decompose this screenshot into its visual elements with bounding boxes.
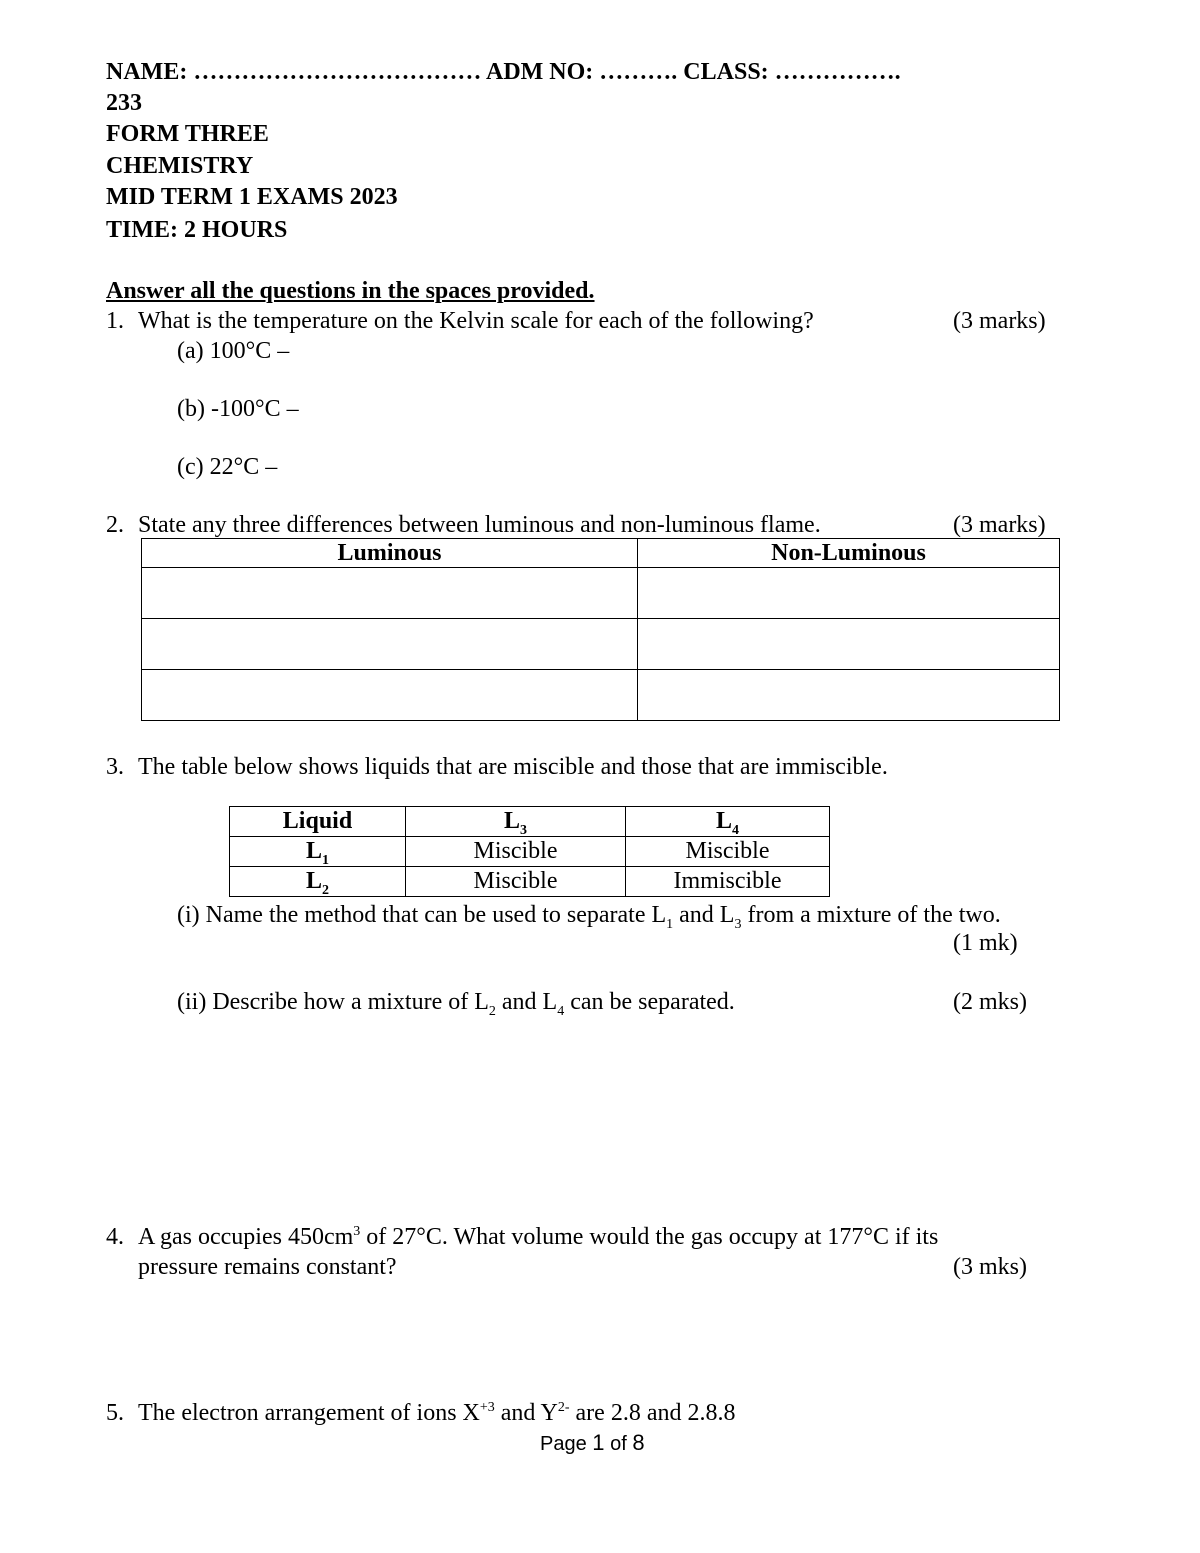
q1-text: What is the temperature on the Kelvin scale for each of the following? xyxy=(138,308,814,334)
cell-l2-l3: Miscible xyxy=(406,867,626,897)
name-adm-class-line: NAME: ……………………………… ADM NO: ………. CLASS: ……………. xyxy=(106,59,901,85)
subject-title: CHEMISTRY xyxy=(106,153,254,179)
answer-cell[interactable] xyxy=(638,619,1060,670)
q3-part-i: (i) Name the method that can be used to separate $L_1$ and $L_3$ from a mixture of the two. xyxy=(177,902,1001,932)
table-row xyxy=(142,670,1060,721)
q5-number: 5. xyxy=(106,1400,124,1426)
q1-number: 1. xyxy=(106,308,124,334)
miscibility-table xyxy=(229,806,830,897)
q3-part-i-marks: (1 mk) xyxy=(953,930,1018,956)
q1-part-a: (a) 100°C – xyxy=(177,338,290,364)
q1-part-c: (c) 22°C – xyxy=(177,454,278,480)
time-allowed: TIME: 2 HOURS xyxy=(106,217,288,243)
q1-marks: (3 marks) xyxy=(953,308,1046,334)
header-liquid: Liquid xyxy=(230,807,406,837)
answer-cell[interactable] xyxy=(638,568,1060,619)
answer-cell[interactable] xyxy=(142,670,638,721)
answer-cell[interactable] xyxy=(638,670,1060,721)
q2-text: State any three differences between luminous and non-luminous flame. xyxy=(138,512,821,538)
answer-cell[interactable] xyxy=(142,619,638,670)
header-l4: $L_4$ xyxy=(626,807,830,837)
q4-marks: (3 mks) xyxy=(953,1254,1027,1280)
paper-code: 233 xyxy=(106,90,142,116)
cell-l2-l4: Immiscible xyxy=(626,867,830,897)
page-footer: Page 1 of 8 xyxy=(540,1430,645,1455)
q1-part-b: (b) -100°C – xyxy=(177,396,299,422)
table-row xyxy=(230,867,830,897)
instructions: Answer all the questions in the spaces provided. xyxy=(106,278,595,304)
answer-cell[interactable] xyxy=(142,568,638,619)
q3-part-ii-marks: (2 mks) xyxy=(953,989,1027,1015)
table-row xyxy=(142,619,1060,670)
q3-text: The table below shows liquids that are miscible and those that are immiscible. xyxy=(138,754,888,780)
flame-differences-table xyxy=(141,538,1060,721)
table-row xyxy=(230,837,830,867)
q3-part-ii: (ii) Describe how a mixture of $L_2$ and $L_4$ can be separated. xyxy=(177,989,735,1019)
form-title: FORM THREE xyxy=(106,121,269,147)
row-label-l2: $L_2$ xyxy=(230,867,406,897)
q3-number: 3. xyxy=(106,754,124,780)
q2-number: 2. xyxy=(106,512,124,538)
header-non-luminous: Non-Luminous xyxy=(638,539,1060,568)
q5-text: The electron arrangement of ions $X^{+3}$ and $Y^{2-}$ are 2.8 and 2.8.8 xyxy=(138,1400,736,1426)
q4-number: 4. xyxy=(106,1224,124,1250)
exam-title: MID TERM 1 EXAMS 2023 xyxy=(106,184,398,210)
header-l3: $L_3$ xyxy=(406,807,626,837)
q4-text-line2: pressure remains constant? xyxy=(138,1254,397,1280)
q4-text: A gas occupies $450cm^3$ of 27°C. What volume would the gas occupy at 177°C if its xyxy=(138,1224,939,1250)
cell-l1-l3: Miscible xyxy=(406,837,626,867)
q2-marks: (3 marks) xyxy=(953,512,1046,538)
header-luminous: Luminous xyxy=(142,539,638,568)
table-row xyxy=(142,568,1060,619)
cell-l1-l4: Miscible xyxy=(626,837,830,867)
row-label-l1: $L_1$ xyxy=(230,837,406,867)
